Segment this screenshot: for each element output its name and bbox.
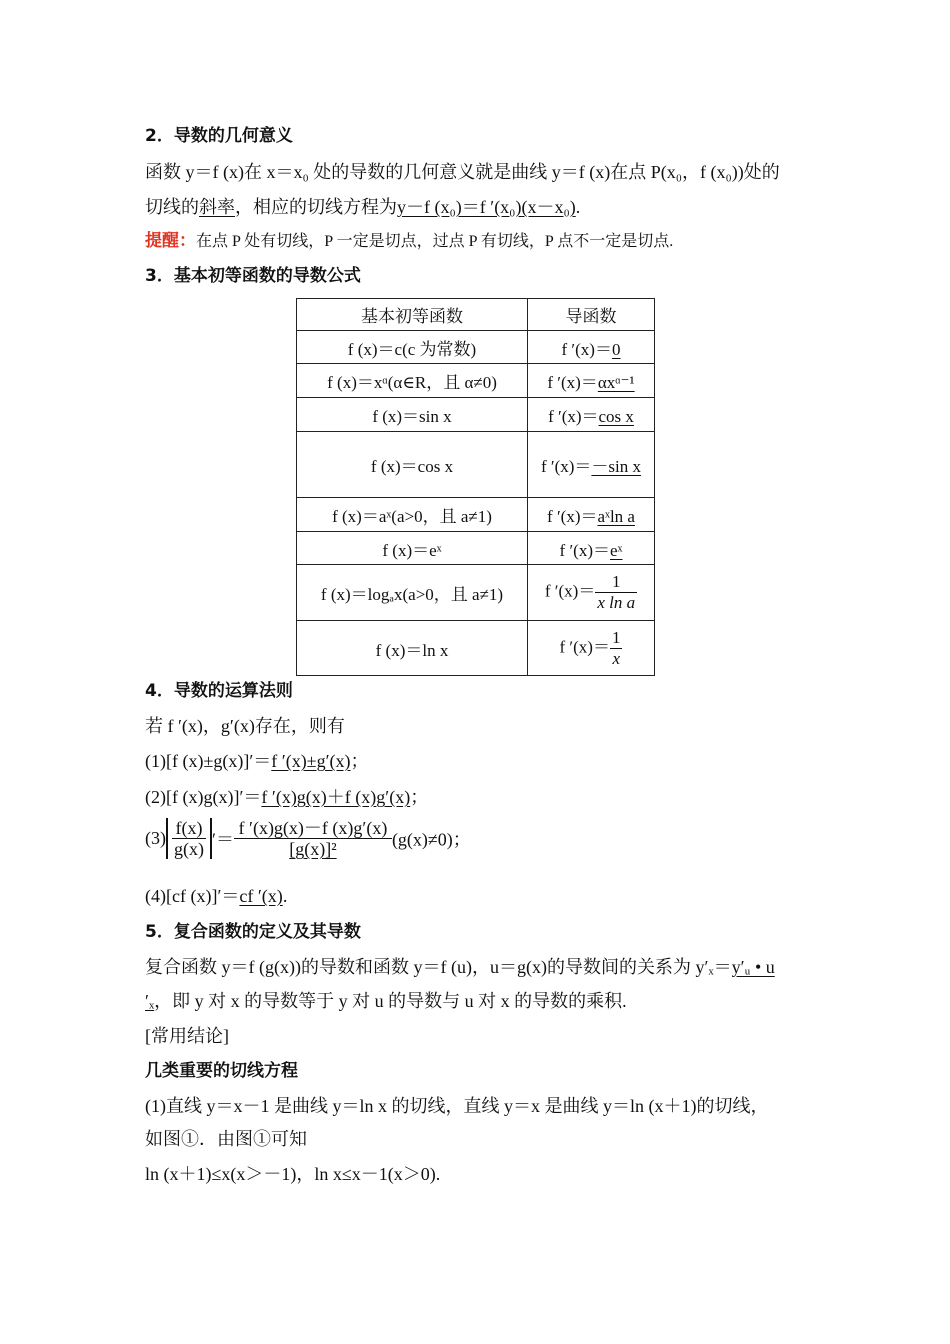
- fraction-denominator: x: [612, 648, 620, 668]
- derivative-prefix: f ′(x)＝: [559, 540, 610, 560]
- rule-text: (1)[f (x)±g(x)]′＝: [145, 751, 272, 771]
- derivative-prefix: f ′(x)＝: [547, 507, 598, 526]
- rule-text: (g(x)≠0)；: [391, 829, 471, 850]
- answer-blank: ′ₓ: [145, 991, 155, 1011]
- derivative-prefix: f ′(x)＝: [561, 339, 612, 359]
- function-cell: f (x)＝sin x: [297, 398, 528, 432]
- answer-blank: y′ᵤ • u: [731, 957, 775, 977]
- answer-blank: y－f (x₀)＝f ′(x₀)(x－x₀): [397, 197, 576, 217]
- fraction-numerator: f(x): [172, 818, 206, 839]
- rule-text: .: [282, 886, 288, 906]
- text-run: 复合函数 y＝f (g(x))的导数和函数 y＝f (u)，u＝g(x)的导数间的关系为 y′ₓ＝: [145, 957, 732, 977]
- derivative-cell: [528, 398, 655, 432]
- rule-2: [145, 785, 428, 809]
- answer-fraction: [234, 818, 392, 859]
- function-cell: f (x)＝eˣ: [297, 532, 528, 565]
- answer-blank: f ′(x)g(x)＋f (x)g′(x): [261, 787, 411, 807]
- fraction-denominator: g(x): [174, 839, 204, 859]
- function-cell: f (x)＝c(c 为常数): [297, 331, 528, 364]
- rule-text: (4)[cf (x)]′＝: [145, 886, 240, 906]
- derivative-prefix: f ′(x)＝: [540, 457, 592, 476]
- conclusion-line2: 如图①．由图①可知: [145, 1129, 307, 1149]
- text-run: ，相应的切线方程为: [235, 197, 397, 217]
- rule-text: (2)[f (x)g(x)]′＝: [145, 787, 262, 807]
- rule-1: [145, 749, 369, 773]
- answer-blank: cos x: [598, 407, 634, 426]
- derivative-cell: [528, 532, 655, 565]
- derivative-prefix: f ′(x)＝: [548, 407, 599, 426]
- answer-blank: 0: [611, 339, 621, 359]
- table-row: [297, 498, 655, 532]
- derivative-formula-table: [296, 298, 655, 676]
- derivative-cell: [528, 621, 655, 676]
- table-row: [297, 331, 655, 364]
- derivative-cell: [528, 331, 655, 364]
- section-5-title: 5．复合函数的定义及其导数: [145, 922, 361, 942]
- function-cell: f (x)＝logₐx(a>0，且 a≠1): [297, 565, 528, 621]
- answer-blank: 斜率: [199, 197, 235, 217]
- common-conclusions-label: [常用结论]: [145, 1026, 229, 1046]
- section-2-title: 2．导数的几何意义: [145, 126, 293, 146]
- reminder-label: 提醒：: [145, 231, 196, 251]
- table-row: [297, 364, 655, 398]
- answer-fraction: [610, 628, 623, 669]
- rule-label: (3): [145, 828, 166, 848]
- section-4-title: 4．导数的运算法则: [145, 681, 293, 701]
- rule-text: ′＝: [212, 829, 234, 850]
- rule-4: [145, 884, 287, 908]
- rule-text: ；: [410, 787, 429, 807]
- derivative-prefix: f ′(x)＝: [559, 636, 610, 656]
- table-header-row: [297, 299, 655, 331]
- table-row: [297, 621, 655, 676]
- answer-blank: eˣ: [609, 540, 623, 560]
- reminder-text: 在点 P 处有切线，P 一定是切点，过点 P 有切线，P 点不一定是切点.: [196, 233, 674, 250]
- fraction-numerator: 1: [595, 572, 637, 593]
- derivative-cell: [528, 364, 655, 398]
- answer-blank: f ′(x)±g′(x): [271, 751, 351, 771]
- quotient-bracket: [166, 818, 212, 859]
- fraction-denominator: [g(x)]²: [289, 839, 337, 859]
- table-header-cell: 基本初等函数: [297, 299, 528, 331]
- fraction-numerator: 1: [611, 627, 621, 647]
- answer-fraction: [595, 572, 637, 613]
- section-5-paragraph-line2: [145, 989, 627, 1013]
- tangent-lines-title: 几类重要的切线方程: [145, 1061, 298, 1081]
- fraction-denominator: x ln a: [597, 593, 636, 612]
- rule-text: ；: [350, 751, 369, 771]
- section-2-paragraph-line2: [145, 195, 580, 219]
- table-header-cell: 导函数: [528, 299, 655, 331]
- table-row: [297, 398, 655, 432]
- text-run: .: [575, 197, 581, 217]
- derivative-cell: [528, 565, 655, 621]
- function-cell: f (x)＝xᵅ(α∈R，且 α≠0): [297, 364, 528, 398]
- rule-3: [145, 818, 471, 859]
- derivative-prefix: f ′(x)＝: [547, 373, 598, 392]
- table-row: [297, 532, 655, 565]
- function-cell: f (x)＝ln x: [297, 621, 528, 676]
- conclusion-line3: ln (x＋1)≤x(x＞－1)，ln x≤x－1(x＞0).: [145, 1164, 441, 1184]
- derivative-cell: [528, 498, 655, 532]
- quotient-fraction: [172, 818, 206, 859]
- text-run: 切线的: [145, 197, 199, 217]
- derivative-cell: [528, 432, 655, 498]
- section-4-intro: 若 f ′(x)，g′(x)存在，则有: [145, 716, 345, 736]
- section-5-paragraph-line1: [145, 955, 775, 979]
- function-cell: f (x)＝aˣ(a>0，且 a≠1): [297, 498, 528, 532]
- answer-blank: cf ′(x): [239, 886, 283, 906]
- conclusion-line1: (1)直线 y＝x－1 是曲线 y＝ln x 的切线，直线 y＝x 是曲线 y＝ln (x＋1)的切线，: [145, 1096, 769, 1116]
- table-row: [297, 565, 655, 621]
- derivative-prefix: f ′(x)＝: [544, 581, 596, 601]
- section-3-title: 3．基本初等函数的导数公式: [145, 266, 361, 286]
- text-run: ，即 y 对 x 的导数等于 y 对 u 的导数与 u 对 x 的导数的乘积.: [154, 991, 627, 1011]
- reminder-note: [145, 229, 673, 254]
- answer-blank: αxᵅ⁻¹: [597, 373, 635, 392]
- section-2-paragraph-line1: 函数 y＝f (x)在 x＝x₀ 处的导数的几何意义就是曲线 y＝f (x)在点 P(x₀，f (x₀))处的: [145, 162, 780, 182]
- answer-blank: aˣln a: [597, 507, 635, 526]
- fraction-numerator: f ′(x)g(x)－f (x)g′(x): [234, 818, 392, 839]
- table-row: [297, 432, 655, 498]
- answer-blank: －sin x: [591, 457, 642, 476]
- function-cell: f (x)＝cos x: [297, 432, 528, 498]
